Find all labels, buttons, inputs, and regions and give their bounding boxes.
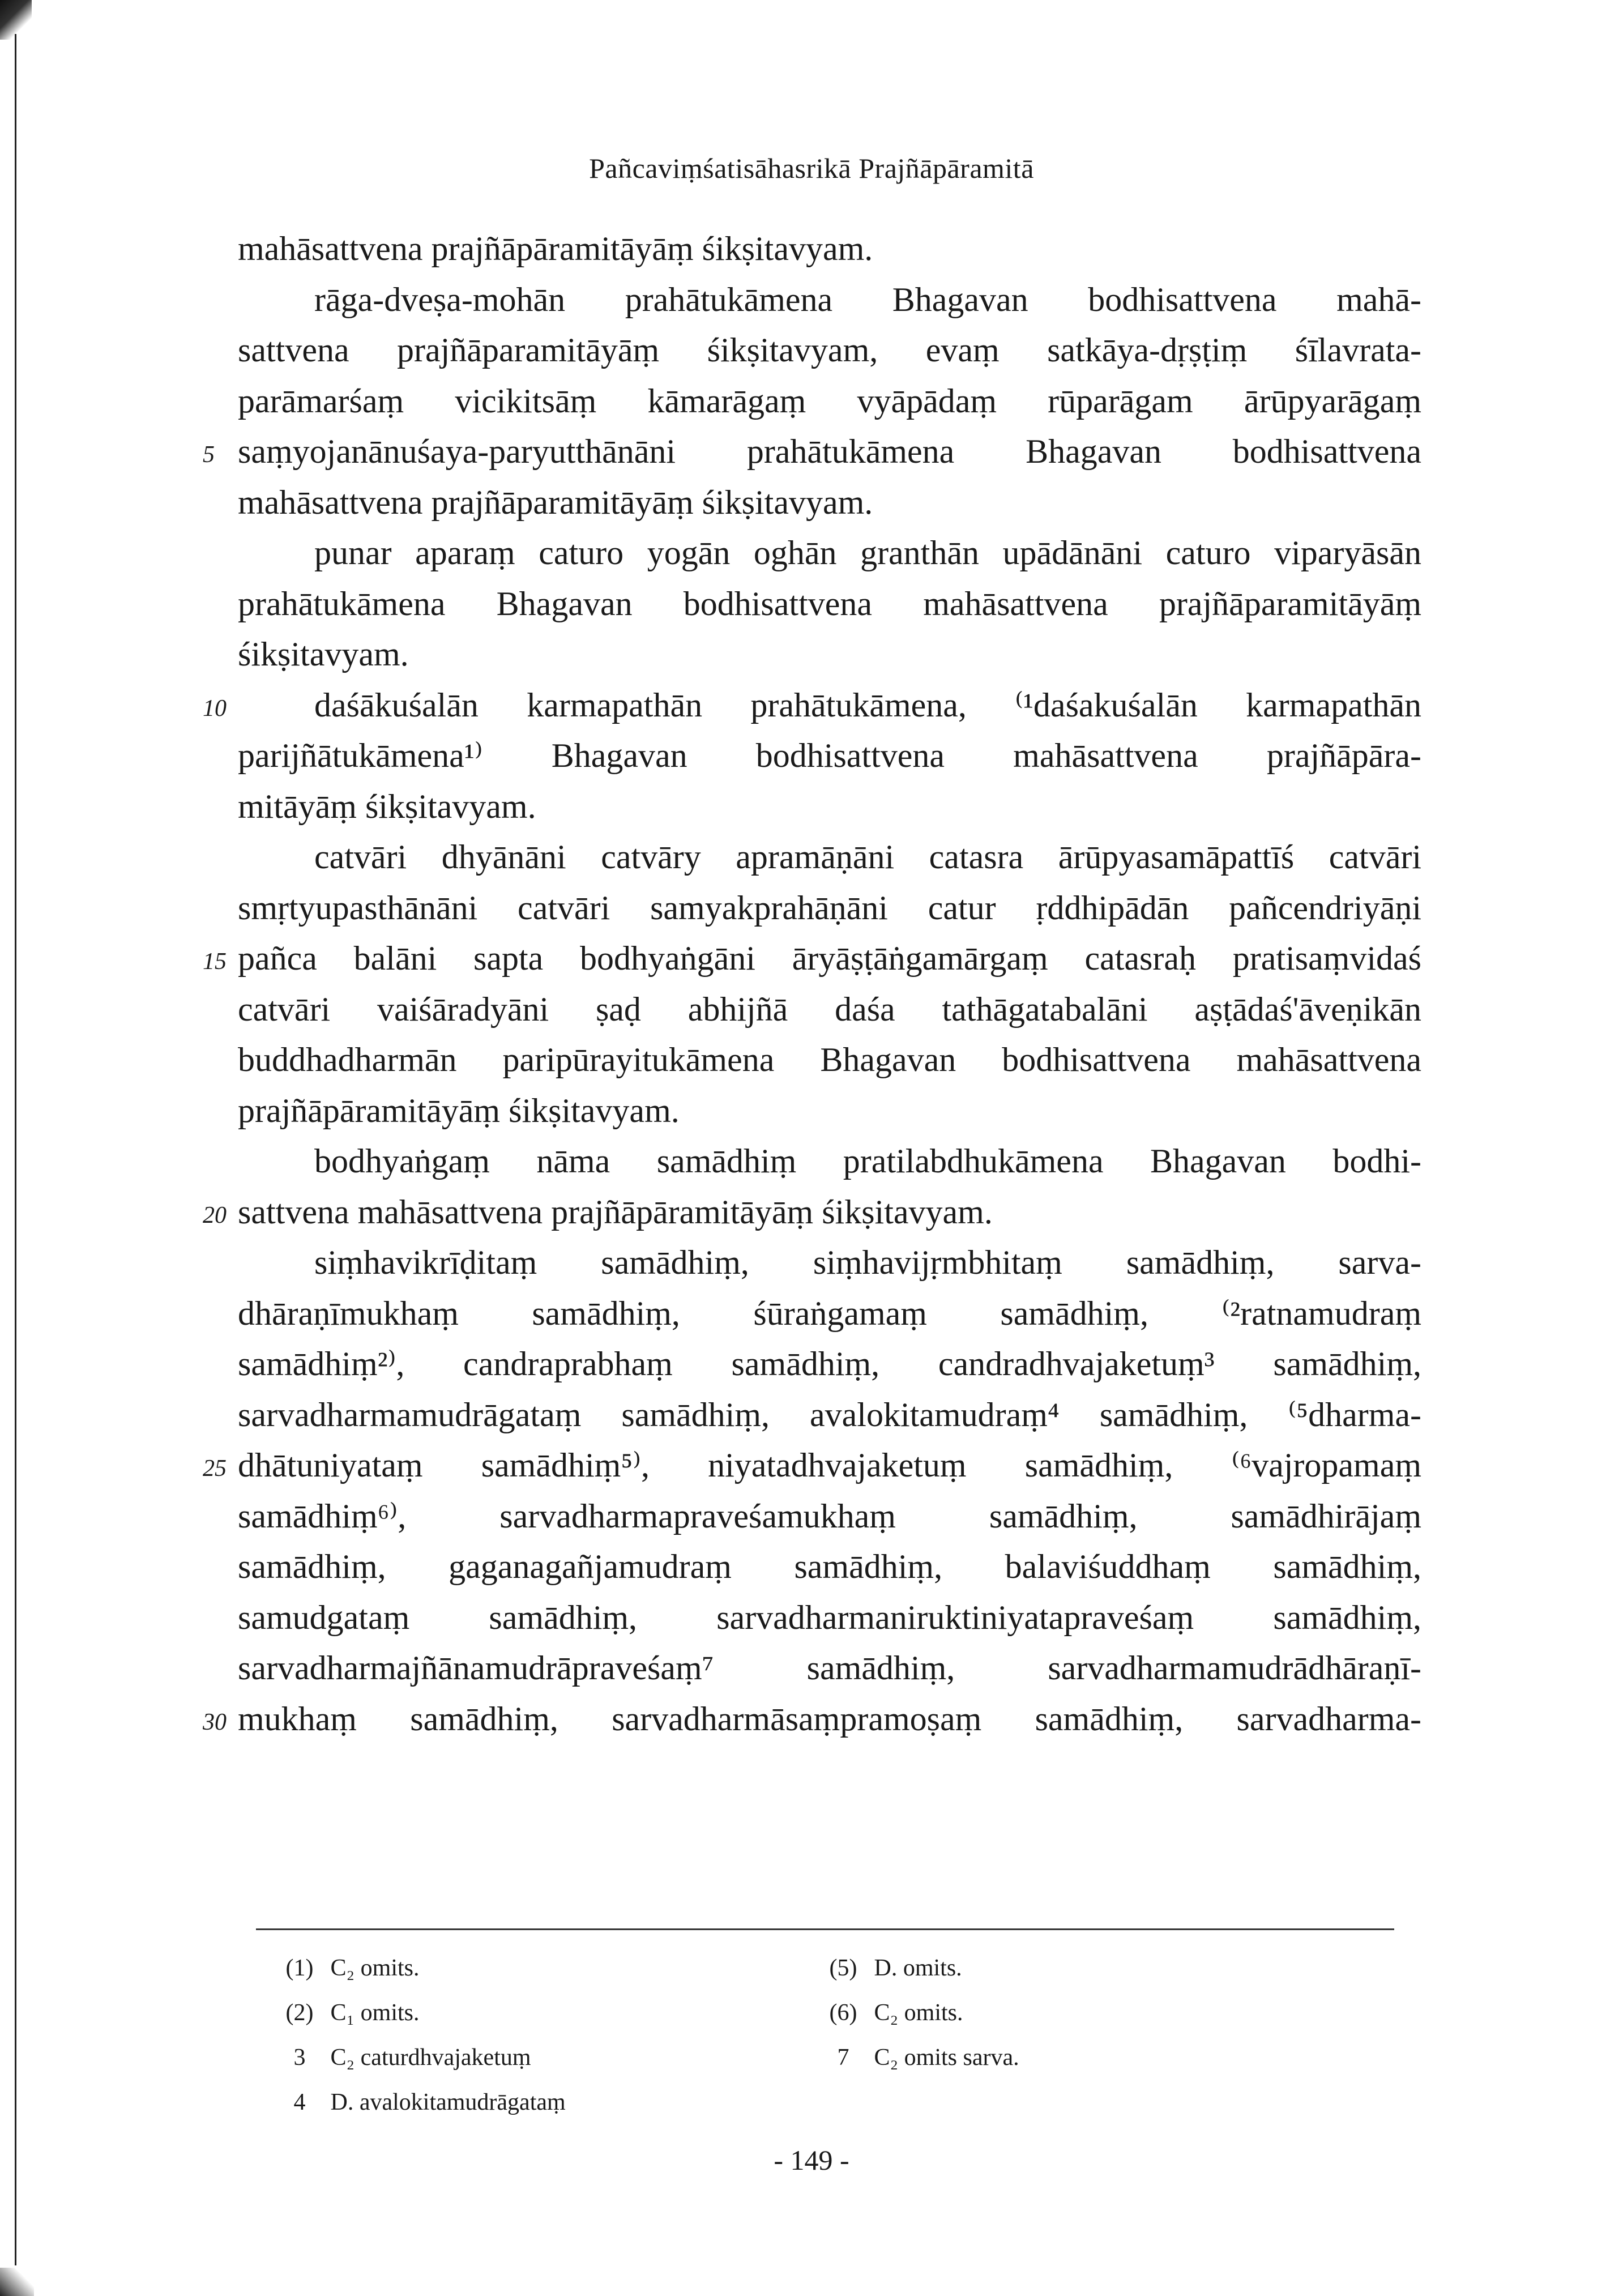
line-text: sattvena mahāsattvena prajñāpāramitāyāṃ śikṣitavyam. bbox=[238, 1193, 993, 1231]
text-line bbox=[238, 1542, 1421, 1593]
text-line bbox=[238, 325, 1421, 376]
footnote-number: (2) bbox=[285, 2000, 314, 2026]
footnote-number: (5) bbox=[829, 1955, 857, 1981]
text-line bbox=[238, 629, 1421, 680]
footnote-text: C₁ omits. bbox=[330, 2000, 420, 2026]
footnote-number: 7 bbox=[837, 2045, 849, 2071]
footnote-text: C₂ omits. bbox=[330, 1955, 420, 1981]
line-text: rāga-dveṣa-mohān prahātukāmena Bhagavan bodhisattvena mahā- bbox=[314, 280, 1421, 318]
footnote bbox=[275, 1991, 784, 2035]
text-line bbox=[238, 1086, 1421, 1137]
text-line bbox=[203, 933, 1421, 984]
scan-edge-foot bbox=[0, 2268, 34, 2296]
text-line bbox=[238, 528, 1421, 579]
text-line bbox=[203, 426, 1421, 477]
line-text: sarvadharmajñānamudrāpraveśaṃ⁷ samādhiṃ, sarvadharmamudrādhāraṇī- bbox=[238, 1649, 1421, 1687]
line-text: śikṣitavyam. bbox=[238, 635, 409, 673]
footnote-number: 4 bbox=[293, 2089, 306, 2115]
text-line bbox=[238, 1035, 1421, 1086]
line-text: dhāraṇīmukhaṃ samādhiṃ, śūraṅgamaṃ samādhiṃ, ⁽²ratnamudraṃ bbox=[238, 1294, 1421, 1332]
line-text: catvāri dhyānāni catvāry apramāṇāni catasra ārūpyasamāpattīś catvāri bbox=[314, 838, 1421, 876]
line-text: mitāyāṃ śikṣitavyam. bbox=[238, 787, 536, 825]
page-number: - 149 - bbox=[774, 2144, 849, 2176]
footnote bbox=[818, 1946, 1271, 1991]
line-text: prahātukāmena Bhagavan bodhisattvena mahāsattvena prajñāparamitāyāṃ bbox=[238, 584, 1421, 622]
line-text: siṃhavikrīḍitaṃ samādhiṃ, siṃhavijṛmbhitaṃ samādhiṃ, sarva- bbox=[314, 1244, 1421, 1281]
body-text bbox=[203, 224, 1421, 1744]
line-text: mahāsattvena prajñāpāramitāyāṃ śikṣitavyam. bbox=[238, 230, 873, 267]
footnote-number: (6) bbox=[829, 2000, 857, 2026]
line-text: smṛtyupasthānāni catvāri samyakprahāṇāni catur ṛddhipādān pañcendriyāṇi bbox=[238, 889, 1421, 927]
footnote-text: C₂ caturdhvajaketuṃ bbox=[330, 2045, 531, 2071]
footnote bbox=[818, 1991, 1271, 2035]
text-line bbox=[238, 275, 1421, 326]
line-text: sarvadharmamudrāgataṃ samādhiṃ, avalokitamudraṃ⁴ samādhiṃ, ⁽⁵dharma- bbox=[238, 1395, 1421, 1433]
footnotes-left-column bbox=[275, 1946, 784, 2125]
line-text: prajñāpāramitāyāṃ śikṣitavyam. bbox=[238, 1091, 680, 1129]
line-text: daśākuśalān karmapathān prahātukāmena, ⁽¹daśakuśalān karmapathān bbox=[314, 686, 1421, 724]
text-line bbox=[203, 1187, 1421, 1238]
footnote bbox=[275, 1946, 784, 1991]
text-line bbox=[238, 477, 1421, 528]
line-text: saṃyojanānuśaya-paryutthānāni prahātukāmena Bhagavan bodhisattvena bbox=[238, 433, 1421, 470]
text-line bbox=[238, 984, 1421, 1035]
text-line bbox=[238, 579, 1421, 630]
line-text: bodhyaṅgaṃ nāma samādhiṃ pratilabdhukāmena Bhagavan bodhi- bbox=[314, 1142, 1421, 1180]
footnote-text: D. omits. bbox=[874, 1955, 962, 1981]
line-text: mahāsattvena prajñāparamitāyāṃ śikṣitavyam. bbox=[238, 483, 873, 521]
text-line bbox=[238, 731, 1421, 782]
line-number: 15 bbox=[203, 949, 227, 975]
line-text: buddhadharmān paripūrayitukāmena Bhagavan bodhisattvena mahāsattvena bbox=[238, 1041, 1421, 1078]
footnote-rule bbox=[256, 1928, 1394, 1930]
text-line bbox=[238, 883, 1421, 934]
text-line bbox=[238, 1593, 1421, 1644]
line-text: sattvena prajñāparamitāyāṃ śikṣitavyam, evaṃ satkāya-dṛṣṭiṃ śīlavrata- bbox=[238, 331, 1421, 369]
text-line bbox=[238, 1237, 1421, 1288]
text-line bbox=[238, 1339, 1421, 1390]
running-head: Pañcaviṃśatisāhasrikā Prajñāpāramitā bbox=[589, 152, 1034, 184]
footnote-number: (1) bbox=[285, 1955, 314, 1981]
line-text: dhātuniyataṃ samādhiṃ⁵⁾, niyatadhvajaketuṃ samādhiṃ, ⁽⁶vajropamaṃ bbox=[238, 1446, 1421, 1484]
line-text: samādhiṃ⁶⁾, sarvadharmapraveśamukhaṃ samādhiṃ, samādhirājaṃ bbox=[238, 1497, 1421, 1535]
text-line bbox=[238, 1288, 1421, 1339]
footnote-text: D. avalokitamudrāgataṃ bbox=[330, 2089, 566, 2115]
footnote bbox=[818, 2035, 1271, 2080]
line-text: samādhiṃ, gaganagañjamudraṃ samādhiṃ, balaviśuddhaṃ samādhiṃ, bbox=[238, 1548, 1421, 1585]
text-line bbox=[203, 1440, 1421, 1491]
footnote-number: 3 bbox=[293, 2045, 306, 2071]
line-text: parijñātukāmena¹⁾ Bhagavan bodhisattvena mahāsattvena prajñāpāra- bbox=[238, 737, 1421, 774]
text-line bbox=[238, 376, 1421, 427]
line-number: 5 bbox=[203, 442, 215, 468]
footnote-text: C₂ omits sarva. bbox=[874, 2045, 1019, 2071]
line-text: samādhiṃ²⁾, candraprabhaṃ samādhiṃ, candradhvajaketuṃ³ samādhiṃ, bbox=[238, 1345, 1421, 1382]
text-line bbox=[203, 1694, 1421, 1745]
text-line bbox=[238, 832, 1421, 883]
text-line bbox=[238, 1390, 1421, 1441]
text-line bbox=[238, 1491, 1421, 1542]
line-number: 10 bbox=[203, 695, 227, 722]
footnote-text: C₂ omits. bbox=[874, 2000, 963, 2026]
footnotes-right-column bbox=[818, 1946, 1271, 2080]
text-line bbox=[203, 680, 1421, 731]
text-line bbox=[238, 1136, 1421, 1187]
text-line bbox=[238, 1643, 1421, 1694]
line-number: 25 bbox=[203, 1456, 227, 1482]
line-number: 30 bbox=[203, 1709, 227, 1735]
line-text: catvāri vaiśāradyāni ṣaḍ abhijñā daśa tathāgatabalāni aṣṭādaś'āveṇikān bbox=[238, 990, 1421, 1028]
text-line bbox=[238, 782, 1421, 833]
line-text: mukhaṃ samādhiṃ, sarvadharmāsaṃpramoṣaṃ samādhiṃ, sarvadharma- bbox=[238, 1700, 1421, 1738]
footnote bbox=[275, 2035, 784, 2080]
line-text: pañca balāni sapta bodhyaṅgāni āryāṣṭāṅgamārgaṃ catasraḥ pratisaṃvidaś bbox=[238, 940, 1421, 977]
line-text: punar aparaṃ caturo yogān oghān granthān upādānāni caturo viparyāsān bbox=[314, 534, 1421, 571]
line-text: samudgataṃ samādhiṃ, sarvadharmaniruktiniyatapraveśaṃ samādhiṃ, bbox=[238, 1598, 1421, 1636]
footnote bbox=[275, 2080, 784, 2125]
scan-edge-line bbox=[15, 34, 16, 2265]
text-line bbox=[238, 224, 1421, 275]
line-text: parāmarśaṃ vicikitsāṃ kāmarāgaṃ vyāpādaṃ rūparāgam ārūpyarāgaṃ bbox=[238, 382, 1421, 420]
line-number: 20 bbox=[203, 1202, 227, 1228]
